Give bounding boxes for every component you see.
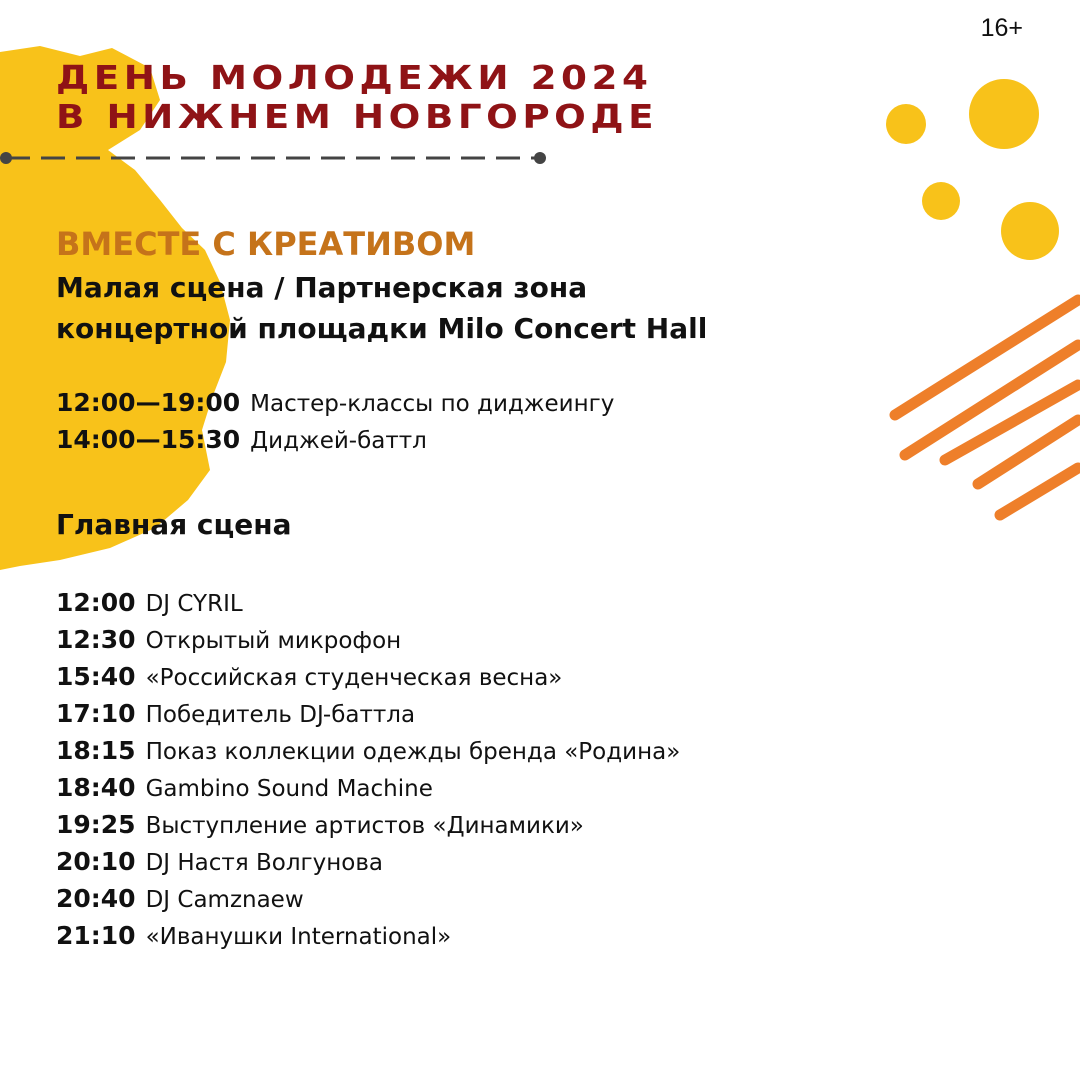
schedule-row <box>56 384 614 421</box>
small-stage-venue <box>56 267 707 349</box>
schedule-row <box>56 917 680 954</box>
schedule-event: Показ коллекции одежды бренда «Родина» <box>145 739 681 765</box>
yellow-dot <box>969 79 1039 149</box>
schedule-time: 12:30 <box>56 625 136 654</box>
schedule-row <box>56 880 680 917</box>
main-stage-schedule <box>56 584 680 954</box>
small-stage-heading: ВМЕСТЕ С КРЕАТИВОМ <box>56 225 476 263</box>
schedule-time: 18:15 <box>56 736 136 765</box>
yellow-dot <box>886 104 926 144</box>
schedule-time: 18:40 <box>56 773 136 802</box>
schedule-event: Выступление артистов «Динамики» <box>145 813 584 839</box>
schedule-event: Мастер-классы по диджеингу <box>250 391 615 417</box>
orange-stripes <box>895 300 1078 515</box>
age-rating-badge: 16+ <box>980 14 1023 42</box>
yellow-dot <box>922 182 960 220</box>
schedule-time: 15:40 <box>56 662 136 691</box>
venue-line-1: Малая сцена / Партнерская зона <box>56 271 588 304</box>
schedule-time: 20:40 <box>56 884 136 913</box>
schedule-row <box>56 421 614 458</box>
schedule-row <box>56 769 680 806</box>
schedule-event: Диджей-баттл <box>250 428 427 454</box>
schedule-time: 12:00—19:00 <box>56 388 241 417</box>
schedule-row <box>56 621 680 658</box>
schedule-time: 17:10 <box>56 699 136 728</box>
schedule-event: «Иванушки International» <box>145 924 452 950</box>
schedule-time: 20:10 <box>56 847 136 876</box>
schedule-row <box>56 732 680 769</box>
page-title-line-1: ДЕНЬ МОЛОДЕЖИ 2024 <box>56 58 653 97</box>
schedule-event: Gambino Sound Machine <box>145 776 433 802</box>
schedule-event: DJ CYRIL <box>145 591 243 617</box>
schedule-time: 14:00—15:30 <box>56 425 241 454</box>
schedule-row <box>56 658 680 695</box>
schedule-row <box>56 695 680 732</box>
main-stage-heading: Главная сцена <box>56 508 292 541</box>
page-title <box>56 58 658 136</box>
yellow-dot <box>1001 202 1059 260</box>
schedule-event: Победитель DJ-баттла <box>145 702 416 728</box>
schedule-row <box>56 806 680 843</box>
schedule-row <box>56 843 680 880</box>
venue-line-2: концертной площадки Milo Concert Hall <box>56 312 708 345</box>
schedule-event: DJ Camznaew <box>145 887 304 913</box>
schedule-event: Открытый микрофон <box>145 628 402 654</box>
small-stage-schedule <box>56 384 614 458</box>
schedule-row <box>56 584 680 621</box>
schedule-time: 21:10 <box>56 921 136 950</box>
schedule-event: «Российская студенческая весна» <box>145 665 563 691</box>
schedule-event: DJ Настя Волгунова <box>145 850 383 876</box>
schedule-time: 19:25 <box>56 810 136 839</box>
schedule-time: 12:00 <box>56 588 136 617</box>
page-title-line-2: В НИЖНЕМ НОВГОРОДЕ <box>56 97 659 136</box>
